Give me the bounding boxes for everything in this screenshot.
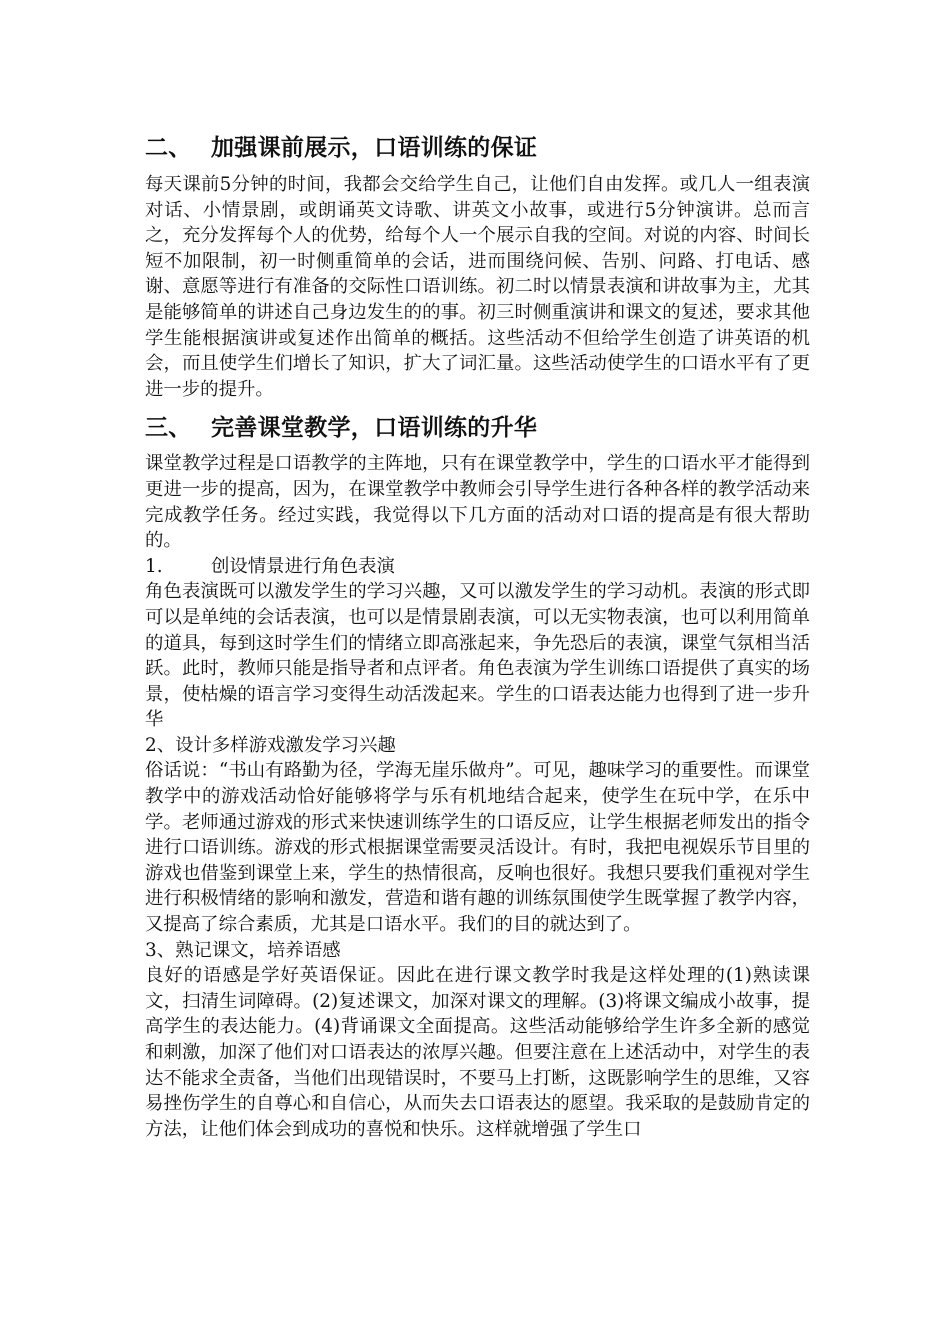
subsection-2-paragraph: 俗话说：“书山有路勤为径，学海无崖乐做舟”。可见，趣味学习的重要性。而课堂教学中的游戏活动恰好能够将学与乐有机地结合起来，使学生在玩中学，在乐中学。老师通过游戏的形式来快速训练学生的口语反应，让学生根据老师发出的指令进行口语训练。游戏的形式根据课堂需要灵活设计。有时，我把电视娱乐节目里的游戏也借鉴到课堂上来，学生的热情很高，反响也很好。我想只要我们重视对学生进行积极情绪的影响和激发，营造和谐有趣的训练氛围使学生既掌握了教学内容，又提高了综合素质，尤其是口语水平。我们的目的就达到了。 <box>145 760 810 936</box>
section-three-intro-paragraph: 课堂教学过程是口语教学的主阵地，只有在课堂教学中，学生的口语水平才能得到更进一步的提高，因为，在课堂教学中教师会引导学生进行各种各样的教学活动来完成教学任务。经过实践，我觉得以下几方面的活动对口语的提高是有很大帮助的。 <box>145 453 810 552</box>
subsection-3-heading: 3、熟记课文，培养语感 <box>145 939 341 961</box>
section-three-heading <box>145 408 810 448</box>
subsection-1-title: 创设情景进行角色表演 <box>211 555 395 577</box>
document-page <box>145 128 810 1142</box>
section-three-number: 三、 <box>145 414 192 442</box>
subsection-1-paragraph: 角色表演既可以激发学生的学习兴趣，又可以激发学生的学习动机。表演的形式即可以是单纯的会话表演，也可以是情景剧表演，可以无实物表演，也可以利用简单的道具，每到这时学生们的情绪立即高涨起来，争先恐后的表演，课堂气氛相当活跃。此时，教师只能是指导者和点评者。角色表演为学生训练口语提供了真实的场景，使枯燥的语言学习变得生动活泼起来。学生的口语表达能力也得到了进一步升华 <box>145 581 810 731</box>
section-two-title: 加强课前展示，口语训练的保证 <box>211 134 538 161</box>
subsection-3-paragraph: 良好的语感是学好英语保证。因此在进行课文教学时我是这样处理的(1)熟读课文，扫清生词障碍。(2)复述课文，加深对课文的理解。(3)将课文编成小故事，提高学生的表达能力。(4)背诵课文全面提高。这些活动能够给学生许多全新的感觉和刺激，加深了他们对口语表达的浓厚兴趣。但要注意在上述活动中，对学生的表达不能求全责备，当他们出现错误时，不要马上打断，这既影响学生的思维，又容易挫伤学生的自尊心和自信心，从而失去口语表达的愿望。我采取的是鼓励肯定的方法，让他们体会到成功的喜悦和快乐。这样就增强了学生口 <box>145 965 810 1140</box>
section-three-title: 完善课堂教学，口语训练的升华 <box>211 414 538 442</box>
section-two-number: 二、 <box>145 134 192 161</box>
section-two <box>145 128 810 402</box>
section-two-paragraph: 每天课前5分钟的时间，我都会交给学生自己，让他们自由发挥。或几人一组表演对话、小情景剧，或朗诵英文诗歌、讲英文小故事，或进行5分钟演讲。总而言之，充分发挥每个人的优势，给每个人一个展示自我的空间。对说的内容、时间长短不加限制，初一时侧重简单的会话，进而围绕问候、告别、问路、打电话、感谢、意愿等进行有准备的交际性口语训练。初二时以情景表演和讲故事为主，尤其是能够简单的讲述自己身边发生的的事。初三时侧重演讲和课文的复述，要求其他学生能根据演讲或复述作出简单的概括。这些活动不但给学生创造了讲英语的机会，而且使学生们增长了知识，扩大了词汇量。这些活动使学生的口语水平有了更进一步的提升。 <box>145 174 810 400</box>
subsection-2-heading: 2、设计多样游戏激发学习兴趣 <box>145 734 396 756</box>
subsection-1-number: 1. <box>145 555 163 577</box>
subsection-1-heading <box>145 554 810 580</box>
section-three <box>145 408 810 1142</box>
section-two-heading <box>145 128 810 168</box>
